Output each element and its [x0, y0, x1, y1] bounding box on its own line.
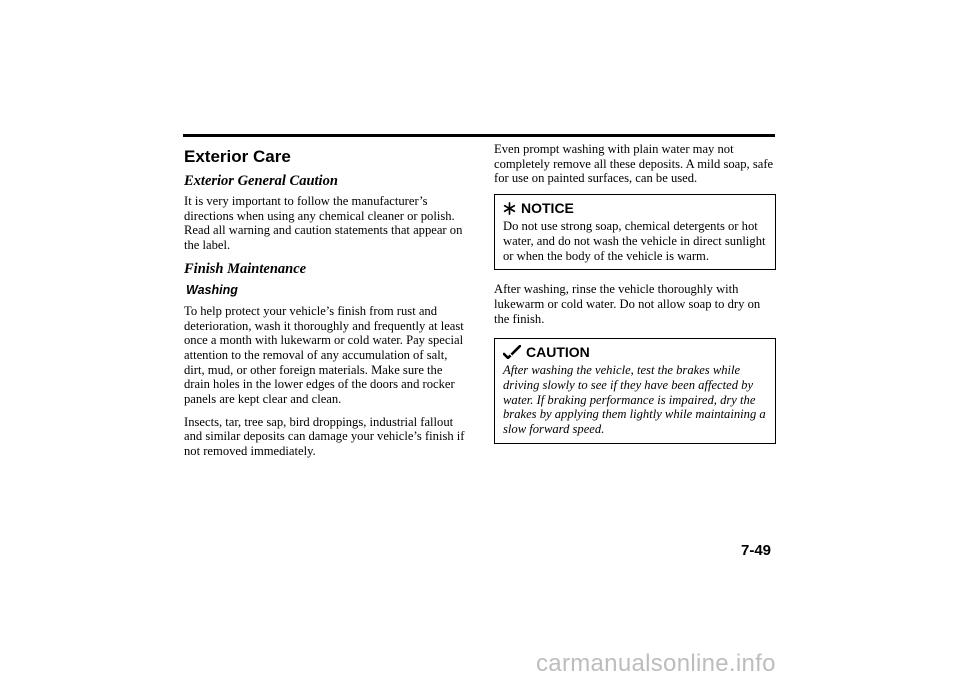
caution-header: [503, 343, 767, 361]
notice-title: NOTICE: [521, 200, 574, 217]
deposits-text: Even prompt washing with plain water may not completely remove all these deposits. A mild soap, safe for use on painted surfaces, can be used.: [494, 142, 774, 186]
header-rule: [183, 134, 775, 137]
washing-heading: Washing: [186, 282, 238, 297]
notice-header: [503, 199, 767, 217]
left-column: [184, 142, 469, 467]
notice-asterisk-icon: [503, 202, 516, 215]
notice-box: [494, 194, 776, 270]
notice-text: Do not use strong soap, chemical detergents or hot water, and do not wash the vehicle in direct sunlight or when the body of the vehicle is warm.: [503, 219, 766, 263]
section-title: Exterior Care: [184, 147, 291, 166]
site-watermark: carmanualsonline.info: [536, 650, 776, 677]
rinse-text: After washing, rinse the vehicle thoroughly with lukewarm or cold water. Do not allow soap to dry on the finish.: [494, 282, 761, 326]
caution-title: CAUTION: [526, 344, 590, 361]
general-caution-text: It is very important to follow the manufacturer’s directions when using any chemical cleaner or polish. Read all warning and caution statements that appear on the label.: [184, 194, 463, 253]
caution-check-icon: [503, 345, 521, 359]
caution-text: After washing the vehicle, test the brakes while driving slowly to see if they have been affected by water. If braking performance is impaired, dry the brakes by applying them lightly while maintaining a slow forward speed.: [503, 363, 766, 437]
subsection-finish-maintenance: Finish Maintenance: [184, 260, 307, 277]
washing-text-2: Insects, tar, tree sap, bird droppings, industrial fallout and similar deposits can damage your vehicle’s finish if not removed immediately.: [184, 414, 465, 459]
caution-box: [494, 338, 776, 444]
page-number: 7-49: [741, 542, 772, 559]
right-column: [494, 142, 776, 456]
washing-text-1: To help protect your vehicle’s finish from rust and deterioration, wash it thoroughly and frequently at least once a month with lukewarm or cold water. Pay special attention to the removal of any accumulation of salt, dirt, mud, or other foreign materials. Make sure the drain holes in the lower edges of the doors and rocker panels are kept clear and clean.: [184, 303, 464, 407]
subsection-general-caution: Exterior General Caution: [184, 173, 338, 189]
